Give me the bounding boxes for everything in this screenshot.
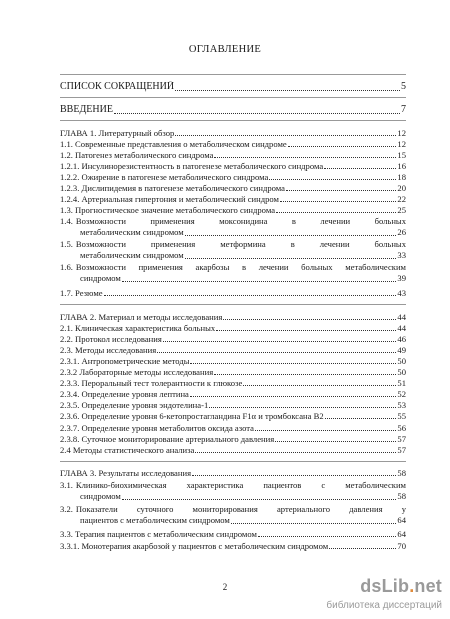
toc-entry-page: 49: [397, 345, 406, 355]
dot-leader: [214, 373, 396, 375]
toc-entry[interactable]: [60, 434, 406, 444]
toc-entry-label: Возможности применения акарбозы в лечении больных метаболическим: [75, 262, 406, 272]
dot-leader: [288, 145, 397, 147]
toc-entry-page: 44: [397, 323, 406, 333]
toc-entry-label: 1.2.3. Дислипидемия в патогенезе метаболического синдрома: [60, 183, 285, 193]
toc-entry[interactable]: [60, 389, 406, 399]
toc-entry-label: 2.3. Методы исследования: [60, 345, 157, 355]
toc-entry-number: 1.5.: [60, 239, 73, 249]
toc-entry[interactable]: [60, 323, 406, 333]
toc-entry-label: 2.3.2 Лабораторные методы исследования: [60, 367, 214, 377]
toc-entry-number: 3.1.: [60, 480, 73, 490]
toc-entry-label: 2.3.3. Пероральный тест толерантности к глюкозе: [60, 378, 243, 388]
dot-leader: [175, 89, 400, 91]
toc-entry-label: 1.2.2. Ожирение в патогенезе метаболического синдрома: [60, 172, 269, 182]
dot-leader: [275, 440, 396, 442]
toc-entry-label-cont: метаболическим синдромом: [80, 227, 184, 238]
toc-entry-page: 7: [401, 104, 406, 115]
toc-entry[interactable]: [60, 445, 406, 455]
toc-entry-page: 57: [397, 445, 406, 455]
toc-entry-label: Возможности применения моксонидина в лечении больных: [75, 216, 406, 226]
divider: [60, 304, 406, 305]
toc-entry[interactable]: [60, 205, 406, 215]
toc-entry-page: 12: [397, 128, 406, 138]
dot-leader: [223, 318, 396, 320]
toc-entry-label: 1.7. Резюме: [60, 288, 103, 298]
toc-entry-label: 2.3.5. Определение уровня эндотелина-1: [60, 400, 209, 410]
toc-entry-abbreviations[interactable]: [60, 81, 406, 93]
toc-entry-wrapped[interactable]: [60, 504, 406, 526]
toc-entry-page: 12: [397, 139, 406, 149]
toc-entry-page: 58: [397, 468, 406, 478]
toc-entry-page: 15: [397, 150, 406, 160]
toc-entry-page: 33: [397, 250, 406, 261]
toc-entry-page: 56: [397, 423, 406, 433]
toc-entry-wrapped[interactable]: [60, 216, 406, 238]
toc-entry-page: 64: [397, 515, 406, 526]
toc-entry-label-cont: синдромом: [80, 491, 121, 502]
toc-entry-number: 1.4.: [60, 216, 73, 226]
toc-entry-page: 26: [397, 227, 406, 238]
toc-entry-page: 5: [401, 81, 406, 92]
dot-leader: [122, 280, 397, 282]
toc-entry-label: 1.3. Прогностическое значение метаболического синдрома: [60, 205, 276, 215]
toc-entry[interactable]: [60, 161, 406, 171]
toc-entry-page: 22: [397, 194, 406, 204]
toc-entry-number: 1.6.: [60, 262, 73, 272]
toc-entry-page: 51: [397, 378, 406, 388]
dot-leader: [163, 340, 397, 342]
dot-leader: [190, 362, 396, 364]
toc-entry-label: 2.3.6. Определение уровня 6-кетопростагландина F1α и тромбоксана B2: [60, 411, 324, 421]
toc-entry-label-cont: метаболическим синдромом: [80, 250, 184, 261]
toc-title: ОГЛАВЛЕНИЕ: [188, 44, 262, 55]
dot-leader: [255, 429, 396, 431]
dot-leader: [185, 257, 397, 259]
toc-entry-label: 1.2.4. Артериальная гипертония и метаболический синдром: [60, 194, 279, 204]
toc-entry[interactable]: [60, 411, 406, 421]
toc-entry[interactable]: [60, 334, 406, 344]
dot-leader: [325, 417, 397, 419]
toc-entry-page: 58: [397, 491, 406, 502]
toc-entry-chapter-2[interactable]: [60, 312, 406, 322]
divider: [60, 461, 406, 462]
toc-entry-label: 2.2. Протокол исследования: [60, 334, 162, 344]
toc-entry-page: 55: [397, 411, 406, 421]
toc-entry-page: 25: [397, 205, 406, 215]
dot-leader: [329, 547, 396, 549]
toc-entry-introduction[interactable]: [60, 104, 406, 116]
dot-leader: [280, 200, 396, 202]
toc-entry-label-cont: синдромом: [80, 273, 121, 284]
toc-entry[interactable]: [60, 378, 406, 388]
toc-entry-label: 2.4 Методы статистического анализа: [60, 445, 195, 455]
dot-leader: [157, 351, 396, 353]
toc-entry-label: СПИСОК СОКРАЩЕНИЙ: [60, 81, 175, 92]
toc-entry[interactable]: [60, 150, 406, 160]
toc-entry-page: 64: [397, 529, 406, 539]
toc-entry-label: 2.3.8. Суточное мониторирование артериального давления: [60, 434, 275, 444]
toc-entry-label: 1.1. Современные представления о метаболическом синдроме: [60, 139, 287, 149]
toc-entry-page: 52: [397, 389, 406, 399]
toc-entry-label: ГЛАВА 3. Результаты исследования: [60, 468, 192, 478]
toc-entry[interactable]: [60, 183, 406, 193]
toc-entry[interactable]: [60, 423, 406, 433]
dot-leader: [192, 474, 396, 476]
dot-leader: [104, 294, 397, 296]
toc-entry[interactable]: [60, 541, 406, 551]
toc-entry[interactable]: [60, 356, 406, 366]
dot-leader: [190, 395, 397, 397]
toc-entry-page: 46: [397, 334, 406, 344]
toc-entry-label: 1.2.1. Инсулинорезистентность в патогенезе метаболического синдрома: [60, 161, 324, 171]
toc-entry-label: 3.3.1. Монотерапия акарбозой у пациентов с метаболическим синдромом: [60, 541, 329, 551]
toc-entry-page: 18: [397, 172, 406, 182]
toc-entry-wrapped[interactable]: [60, 262, 406, 284]
toc-entry[interactable]: [60, 367, 406, 377]
toc-entry[interactable]: [60, 288, 406, 298]
toc-entry-page: 57: [397, 434, 406, 444]
toc-entry[interactable]: [60, 139, 406, 149]
toc-entry-label: 2.3.1. Антропометрические методы: [60, 356, 190, 366]
toc-entry-chapter-3[interactable]: [60, 468, 406, 478]
watermark-logo-text: dsLib.net: [360, 576, 442, 596]
toc-entry-page: 50: [397, 367, 406, 377]
toc-entry-label: 2.1. Клиническая характеристика больных: [60, 323, 216, 333]
toc-entry-page: 53: [397, 400, 406, 410]
toc-entry-page: 44: [397, 312, 406, 322]
divider: [60, 74, 406, 75]
dot-leader: [324, 167, 396, 169]
toc-entry-label: Возможности применения метформина в лечении больных: [75, 239, 406, 249]
toc-entry-label: 3.3. Терапия пациентов с метаболическим синдромом: [60, 529, 257, 539]
toc-entry[interactable]: [60, 400, 406, 410]
toc-entry-label: ГЛАВА 1. Литературный обзор: [60, 128, 175, 138]
page-number: 2: [222, 582, 228, 592]
dot-leader: [231, 522, 397, 524]
toc-entry-label: 1.2. Патогенез метаболического синдрома: [60, 150, 214, 160]
dot-leader: [243, 384, 396, 386]
dot-leader: [185, 234, 397, 236]
toc-entry[interactable]: [60, 172, 406, 182]
dot-leader: [276, 211, 396, 213]
dot-leader: [258, 535, 396, 537]
toc-entry-label: 2.3.7. Определение уровня метаболитов оксида азота: [60, 423, 254, 433]
toc-entry-label: Клинико-биохимическая характеристика пациентов с метаболическим: [75, 480, 406, 490]
dot-leader: [216, 329, 396, 331]
divider: [60, 97, 406, 98]
dot-leader: [195, 451, 396, 453]
dot-leader: [122, 498, 397, 500]
toc-entry-label: ГЛАВА 2. Материал и методы исследования: [60, 312, 223, 322]
dot-leader: [214, 156, 396, 158]
toc-entry[interactable]: [60, 194, 406, 204]
dot-leader: [209, 406, 396, 408]
toc-entry-wrapped[interactable]: [60, 239, 406, 261]
watermark-tagline: библиотека диссертаций: [326, 600, 442, 611]
dot-leader: [114, 112, 400, 114]
divider: [60, 120, 406, 121]
toc-entry-page: 16: [397, 161, 406, 171]
toc-entry-page: 20: [397, 183, 406, 193]
toc-entry-wrapped[interactable]: [60, 480, 406, 502]
toc-entry[interactable]: [60, 345, 406, 355]
toc-entry-page: 39: [397, 273, 406, 284]
dot-leader: [175, 134, 396, 136]
toc-entry-page: 50: [397, 356, 406, 366]
toc-entry-label-cont: пациентов с метаболическим синдромом: [80, 515, 230, 526]
toc-entry-label: Показатели суточного мониторирования артериального давления у: [75, 504, 406, 514]
toc-entry-chapter-1[interactable]: [60, 128, 406, 138]
toc-entry-number: 3.2.: [60, 504, 73, 514]
toc-entry[interactable]: [60, 529, 406, 539]
toc-entry-label: ВВЕДЕНИЕ: [60, 104, 113, 115]
watermark-logo: [312, 576, 442, 614]
toc-entry-page: 70: [397, 541, 406, 551]
toc-entry-label: 2.3.4. Определение уровня лептина: [60, 389, 189, 399]
dot-leader: [286, 189, 396, 191]
dot-leader: [269, 178, 396, 180]
toc-entry-page: 43: [397, 288, 406, 298]
